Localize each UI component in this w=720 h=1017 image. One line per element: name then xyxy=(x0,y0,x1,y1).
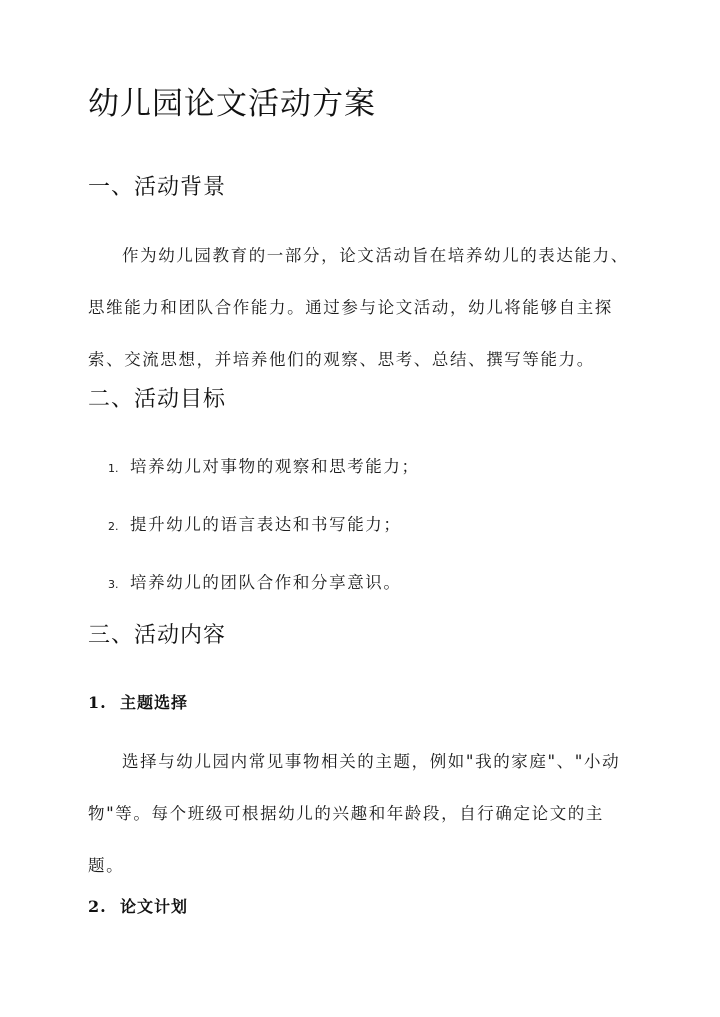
subsection-title: 论文计划 xyxy=(120,897,189,916)
subsection-heading-topic xyxy=(88,691,188,715)
section-heading-background: 一、活动背景 xyxy=(88,175,227,200)
document-title: 幼儿园论文活动方案 xyxy=(88,86,376,122)
goals-list xyxy=(88,448,420,622)
section-heading-content: 三、活动内容 xyxy=(88,623,227,648)
list-item-marker: 1. xyxy=(108,462,119,475)
list-item xyxy=(88,448,420,506)
subsection-heading-plan xyxy=(88,895,188,919)
list-item xyxy=(88,564,420,622)
list-item-marker: 2. xyxy=(108,520,119,533)
subsection-number: 2. xyxy=(88,897,107,916)
list-item-text: 提升幼儿的语言表达和书写能力； xyxy=(130,515,402,534)
section-heading-goals: 二、活动目标 xyxy=(88,387,227,412)
list-item xyxy=(88,506,420,564)
subsection-title: 主题选择 xyxy=(120,693,189,712)
list-item-text: 培养幼儿的团队合作和分享意识。 xyxy=(130,573,402,592)
background-paragraph: 作为幼儿园教育的一部分，论文活动旨在培养幼儿的表达能力、思维能力和团队合作能力。通过参与论文活动，幼儿将能够自主探索、交流思想，并培养他们的观察、思考、总结、撰写等能力。 xyxy=(88,246,629,369)
list-item-text: 培养幼儿对事物的观察和思考能力； xyxy=(130,457,420,476)
list-item-marker: 3. xyxy=(108,578,119,591)
subsection-number: 1. xyxy=(88,693,107,712)
topic-paragraph: 选择与幼儿园内常见事物相关的主题，例如"我的家庭"、"小动物"等。每个班级可根据幼儿的兴趣和年龄段，自行确定论文的主题。 xyxy=(88,752,621,875)
